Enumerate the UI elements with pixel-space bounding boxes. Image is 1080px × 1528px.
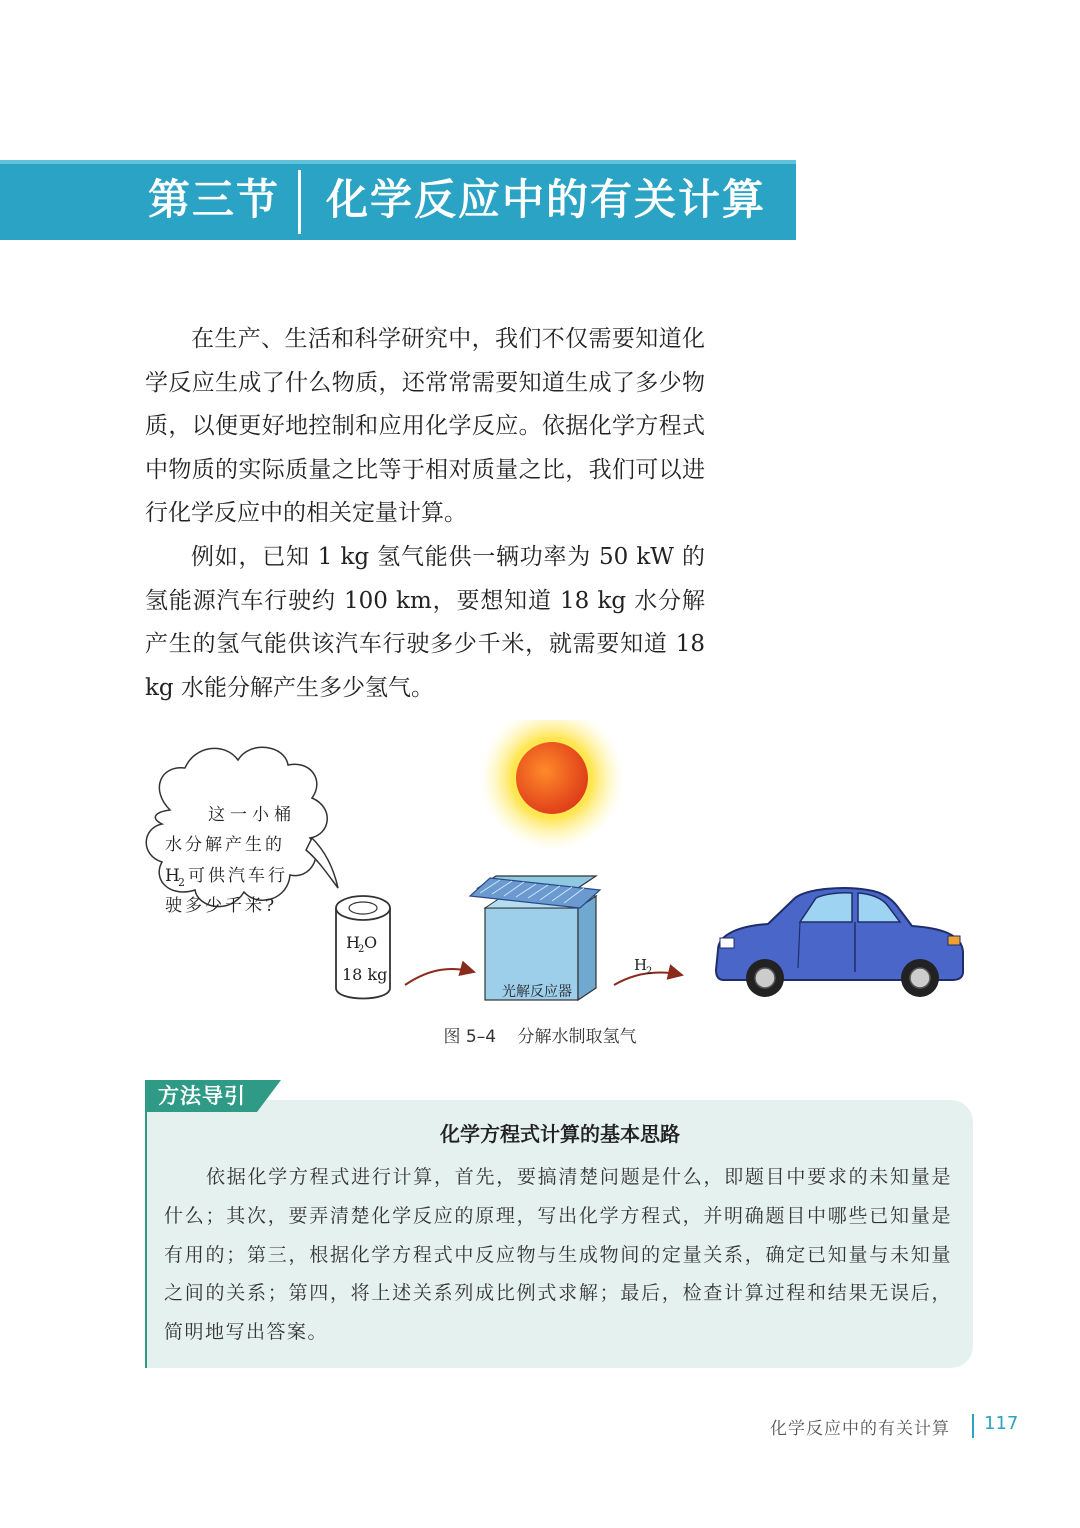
barrel-mass: 18 kg [342, 965, 388, 984]
figure-water-decomposition [140, 720, 980, 1020]
method-guide-title: 化学方程式计算的基本思路 [440, 1122, 680, 1146]
banner-stripe [0, 160, 796, 164]
barrel-formula-sub: 2 [358, 944, 365, 955]
figure-caption [0, 1022, 1080, 1047]
car-icon [716, 888, 963, 997]
bubble-sub: 2 [178, 876, 185, 889]
caption-number: 图 5–4 [443, 1027, 497, 1047]
sun-icon [480, 720, 624, 850]
arrow-sub: 2 [646, 966, 653, 977]
bubble-line-2: 水分解产生的 [165, 835, 285, 855]
bubble-line-4: 驶多少千米? [165, 896, 278, 916]
photolysis-reactor [470, 876, 600, 1000]
arrow-h: H [634, 956, 648, 974]
reactor-label: 光解反应器 [502, 984, 572, 1000]
banner-divider [298, 170, 301, 234]
body-paragraph-1: 在生产、生活和科学研究中，我们不仅需要知道化学反应生成了什么物质，还常常需要知道生成了多少物质，以便更好地控制和应用化学反应。依据化学方程式中物质的实际质量之比等于相对质量之比，我们可以进行化学反应中的相关定量计算。 [145, 326, 705, 527]
footer-chapter-title: 化学反应中的有关计算 [770, 1419, 950, 1439]
footer-divider [972, 1414, 974, 1438]
caption-text: 分解水制取氢气 [517, 1027, 637, 1047]
bubble-line-1: 这一小桶 [208, 805, 296, 825]
bubble-line-3: 可供汽车行 [188, 866, 288, 886]
arrow-to-reactor [405, 969, 474, 985]
thought-bubble [146, 747, 338, 916]
section-title: 化学反应中的有关计算 [326, 175, 767, 224]
section-number: 第三节 [148, 175, 281, 224]
barrel-formula-o: O [364, 933, 378, 952]
method-guide-body: 依据化学方程式进行计算，首先，要搞清楚问题是什么，即题目中要求的未知量是什么；其次，要弄清楚化学反应的原理，写出化学方程式，并明确题目中哪些已知量是有用的；第三，根据化学方程式中反应物与生成物间的定量关系，确定已知量与未知量之间的关系；第四，将上述关系列成比例式求解；最后，检查计算过程和结果无误后，简明地写出答案。 [164, 1166, 952, 1344]
page-number: 117 [984, 1413, 1019, 1434]
body-paragraph-2: 例如，已知 1 kg 氢气能供一辆功率为 50 kW 的氢能源汽车行驶约 100 km，要想知道 18 kg 水分解产生的氢气能供该汽车行驶多少千米，就需要知道 18 kg 水能分解产生多少氢气。 [145, 544, 705, 701]
barrel-formula-h: H [346, 933, 360, 952]
method-guide-label: 方法导引 [158, 1084, 246, 1108]
bubble-h: H [165, 866, 180, 886]
water-barrel [336, 896, 390, 999]
